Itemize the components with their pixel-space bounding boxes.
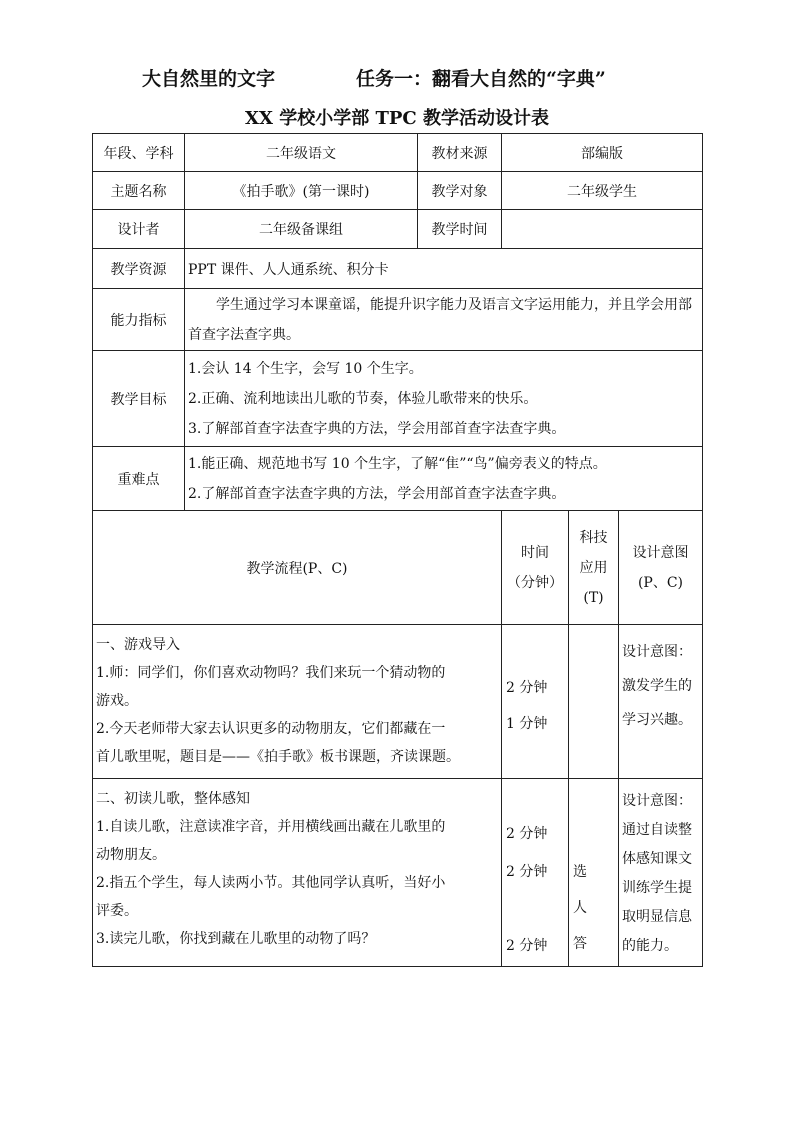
tech-char: 人 xyxy=(573,900,587,916)
goal-list xyxy=(185,351,703,447)
flow-steps xyxy=(93,625,502,779)
source-value: 部编版 xyxy=(502,134,703,172)
topic-value: 《拍手歌》(第一课时) xyxy=(185,172,418,210)
key-item: 1.能正确、规范地书写 10 个生字，了解“隹”“鸟”偏旁表义的特点。 xyxy=(188,455,607,472)
flow-line: 首儿歌里呢，题目是——《拍手歌》板书课题，齐读课题。 xyxy=(96,749,460,765)
resource-label: 教学资源 xyxy=(93,249,185,289)
intent-line: 激发学生的 xyxy=(622,678,692,694)
flow-header-tech xyxy=(569,511,619,625)
row-keys xyxy=(93,447,703,511)
time-value: 1 分钟 xyxy=(506,716,548,732)
flow-row-2 xyxy=(93,779,703,967)
tech-header-line: (T) xyxy=(583,589,604,606)
tech-header-line: 应用 xyxy=(579,559,608,576)
flow-line: 评委。 xyxy=(96,903,138,919)
flow-times xyxy=(502,625,569,779)
intent-header-line: (P、C) xyxy=(637,574,684,591)
ability-value: 学生通过学习本课童谣，能提升识字能力及语言文字运用能力，并且学会用部首查字法查字典。 xyxy=(185,289,703,351)
row-goals xyxy=(93,351,703,447)
flow-steps xyxy=(93,779,502,967)
page-heading xyxy=(0,64,794,94)
key-list xyxy=(185,447,703,511)
designer-value: 二年级备课组 xyxy=(185,210,418,249)
flow-header-intent xyxy=(619,511,703,625)
flow-tech xyxy=(569,625,619,779)
document-title: XX 学校小学部 TPC 教学活动设计表 xyxy=(245,108,549,129)
key-label: 重难点 xyxy=(93,447,185,511)
intent-line: 训练学生提 xyxy=(622,880,692,896)
intent-header-line: 设计意图 xyxy=(632,544,689,561)
intent-line: 学习兴趣。 xyxy=(622,712,692,728)
flow-row-1 xyxy=(93,625,703,779)
resource-value: PPT 课件、人人通系统、积分卡 xyxy=(185,249,703,289)
row-grade xyxy=(93,134,703,172)
tech-char: 选 xyxy=(573,864,587,880)
time-header-line: 时间 xyxy=(521,544,549,561)
intent-line: 设计意图： xyxy=(622,793,692,809)
flow-times xyxy=(502,779,569,967)
ability-label: 能力指标 xyxy=(93,289,185,351)
row-ability xyxy=(93,289,703,351)
goal-label: 教学目标 xyxy=(93,351,185,447)
intent-line: 通过自读整 xyxy=(622,822,692,838)
grade-label: 年段、学科 xyxy=(93,134,185,172)
time-value: 2 分钟 xyxy=(506,826,548,842)
goal-item: 3.了解部首查字法查字典的方法，学会用部首查字法查字典。 xyxy=(188,420,566,437)
task-title: 任务一：翻看大自然的“字典” xyxy=(356,68,606,90)
tech-char: 答 xyxy=(573,936,587,952)
intent-line: 设计意图： xyxy=(622,644,692,660)
flow-header-row xyxy=(93,511,703,625)
flow-line: 1.师：同学们，你们喜欢动物吗？我们来玩一个猜动物的 xyxy=(96,665,446,681)
flow-line: 一、游戏导入 xyxy=(96,637,180,653)
flow-tech xyxy=(569,779,619,967)
target-label: 教学对象 xyxy=(418,172,502,210)
goal-item: 2.正确、流利地读出儿歌的节奏，体验儿歌带来的快乐。 xyxy=(188,390,538,407)
row-designer xyxy=(93,210,703,249)
flow-intent xyxy=(619,625,703,779)
row-resource xyxy=(93,249,703,289)
row-topic xyxy=(93,172,703,210)
topic-label: 主题名称 xyxy=(93,172,185,210)
lesson-plan-table xyxy=(92,133,703,967)
unit-title: 大自然里的文字 xyxy=(142,68,276,90)
flow-line: 2.指五个学生，每人读两小节。其他同学认真听，当好小 xyxy=(96,875,446,891)
time-label: 教学时间 xyxy=(418,210,502,249)
intent-line: 的能力。 xyxy=(622,938,678,954)
time-header-line: （分钟） xyxy=(507,574,563,591)
designer-label: 设计者 xyxy=(93,210,185,249)
flow-line: 动物朋友。 xyxy=(96,847,166,863)
time-value xyxy=(502,210,703,249)
flow-line: 二、初读儿歌，整体感知 xyxy=(96,791,250,807)
flow-line: 3.读完儿歌，你找到藏在儿歌里的动物了吗？ xyxy=(96,931,376,947)
flow-line: 1.自读儿歌，注意读准字音，并用横线画出藏在儿歌里的 xyxy=(96,819,446,835)
key-item: 2.了解部首查字法查字典的方法，学会用部首查字法查字典。 xyxy=(188,485,566,502)
flow-intent xyxy=(619,779,703,967)
time-value: 2 分钟 xyxy=(506,938,548,954)
intent-line: 取明显信息 xyxy=(622,909,692,925)
tech-header-line: 科技 xyxy=(579,529,608,546)
target-value: 二年级学生 xyxy=(502,172,703,210)
source-label: 教材来源 xyxy=(418,134,502,172)
flow-line: 2.今天老师带大家去认识更多的动物朋友，它们都藏在一 xyxy=(96,721,446,737)
flow-line: 游戏。 xyxy=(96,693,138,709)
grade-value: 二年级语文 xyxy=(185,134,418,172)
intent-line: 体感知课文 xyxy=(622,851,692,867)
flow-header-time xyxy=(502,511,569,625)
goal-item: 1.会认 14 个生字，会写 10 个生字。 xyxy=(188,360,423,377)
time-value: 2 分钟 xyxy=(506,864,548,880)
flow-header-process: 教学流程(P、C) xyxy=(93,511,502,625)
time-value: 2 分钟 xyxy=(506,680,548,696)
